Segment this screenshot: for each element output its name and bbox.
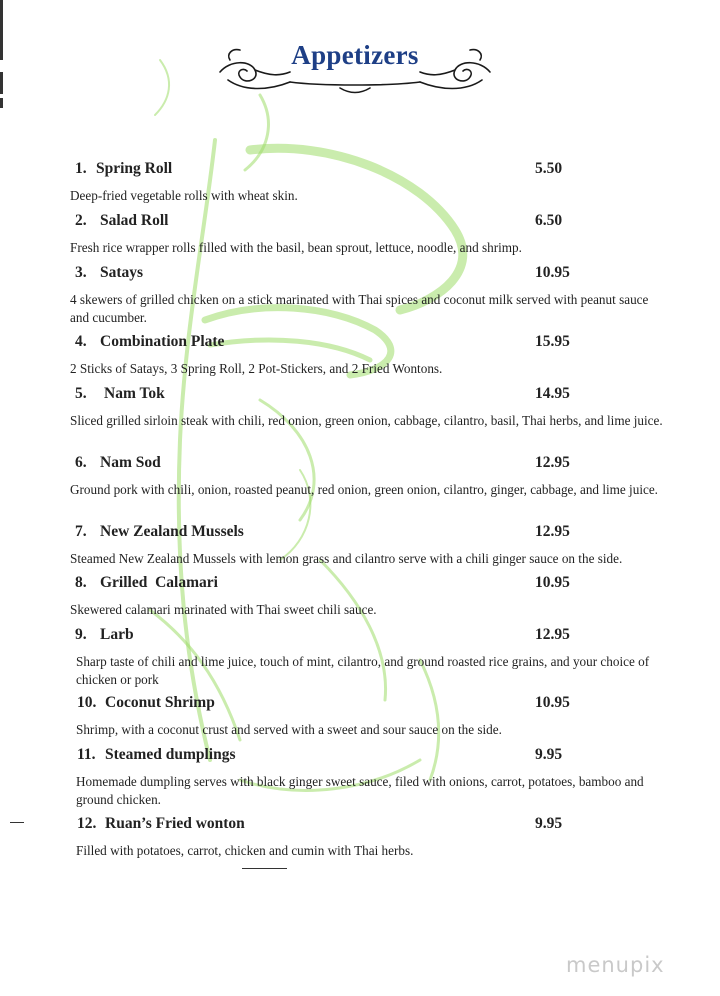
item-name: Steamed dumplings [105, 746, 236, 763]
item-number: 5. [75, 385, 87, 402]
item-description: Filled with potatoes, carrot, chicken and cumin with Thai herbs. [76, 843, 414, 858]
item-number: 10. [77, 694, 97, 711]
item-description: Fresh rice wrapper rolls filled with the basil, bean sprout, lettuce, noodle, and shrimp. [70, 240, 522, 255]
item-price: 10.95 [535, 694, 570, 711]
item-number: 3. [75, 264, 87, 281]
item-description: Skewered calamari marinated with Thai sweet chili sauce. [70, 602, 377, 617]
item-description: 2 Sticks of Satays, 3 Spring Roll, 2 Pot-Stickers, and 2 Fried Wontons. [70, 361, 443, 376]
item-name: Spring Roll [96, 160, 173, 177]
item-description: Homemade dumpling serves with black ginger sweet sauce, filed with onions, carrot, potatoes, bamboo and ground chicken. [76, 774, 644, 807]
item-number: 12. [77, 815, 97, 832]
page-title: Appetizers [291, 40, 419, 70]
item-name: Combination Plate [100, 333, 225, 350]
item-name: Ruan’s Fried wonton [105, 815, 245, 832]
scan-mark [0, 72, 3, 94]
scan-mark [10, 822, 24, 823]
item-description: Deep-fried vegetable rolls with wheat skin. [70, 188, 298, 203]
item-price: 9.95 [535, 746, 563, 763]
scan-mark [242, 868, 287, 869]
item-price: 12.95 [535, 626, 570, 643]
item-price: 5.50 [535, 160, 563, 177]
item-name: Grilled Calamari [100, 574, 218, 591]
item-number: 9. [75, 626, 87, 643]
item-number: 7. [75, 523, 87, 540]
item-number: 11. [77, 746, 96, 763]
item-number: 2. [75, 212, 87, 229]
item-name: Coconut Shrimp [105, 694, 215, 711]
item-price: 10.95 [535, 574, 570, 591]
item-price: 10.95 [535, 264, 570, 281]
scan-mark [0, 0, 3, 60]
item-number: 4. [75, 333, 87, 350]
item-description: Steamed New Zealand Mussels with lemon grass and cilantro serve with a chili ginger sauce on the side. [70, 551, 623, 566]
item-number: 8. [75, 574, 87, 591]
item-name: Larb [100, 626, 134, 643]
item-description: Sliced grilled sirloin steak with chili, red onion, green onion, cabbage, cilantro, basil, Thai herbs, and lime juice. [70, 413, 663, 428]
item-name: Nam Tok [104, 385, 165, 402]
item-price: 6.50 [535, 212, 563, 229]
item-price: 9.95 [535, 815, 563, 832]
item-name: New Zealand Mussels [100, 523, 244, 540]
item-price: 15.95 [535, 333, 570, 350]
item-description: Shrimp, with a coconut crust and served with a sweet and sour sauce on the side. [76, 722, 502, 737]
scan-mark [0, 98, 3, 108]
item-name: Satays [100, 264, 144, 281]
watermark: menupix [566, 953, 665, 977]
item-name: Salad Roll [100, 212, 169, 229]
item-price: 14.95 [535, 385, 570, 402]
item-description: Ground pork with chili, onion, roasted peanut, red onion, green onion, cilantro, ginger, cabbage, and lime juice. [70, 482, 658, 497]
section-header [210, 30, 500, 100]
item-price: 12.95 [535, 454, 570, 471]
item-description: Sharp taste of chili and lime juice, touch of mint, cilantro, and ground roasted rice grains, and your choice of chicken or pork [76, 654, 650, 687]
item-price: 12.95 [535, 523, 570, 540]
item-number: 6. [75, 454, 87, 471]
item-description: 4 skewers of grilled chicken on a stick marinated with Thai spices and coconut milk served with peanut sauce and cucumber. [70, 292, 649, 325]
item-number: 1. [75, 160, 87, 177]
item-name: Nam Sod [100, 454, 161, 471]
